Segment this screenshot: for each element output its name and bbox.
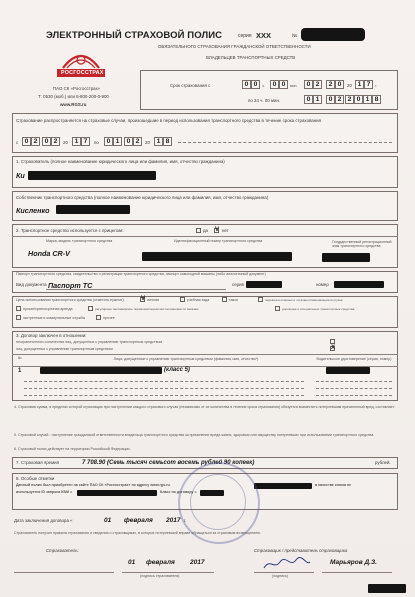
premium-value: 7 708.90 (Семь тысяч семьсот восемь рублей 90 копеек) <box>82 460 255 466</box>
period-from-3: 0 <box>42 137 51 146</box>
purpose-other-checkbox[interactable] <box>96 315 101 320</box>
policyholder-label: 1. Страхователь (полное наименование юридического лица или фамилия, имя, отчество гражданина) <box>16 159 225 164</box>
trailer-label: 2. Транспортное средство используется с прицепом: <box>16 228 124 233</box>
term-from-hour-1: 0 <box>242 80 251 89</box>
purpose-dangerous-checkbox[interactable] <box>258 297 263 302</box>
plate-redaction <box>322 253 370 262</box>
rosgosstrakh-logo <box>55 48 107 82</box>
period-to-year-prefix: 20 <box>145 140 150 145</box>
term-to-year-1: 2 <box>345 95 354 104</box>
purpose-option-personal: личная <box>147 298 159 302</box>
insurer-site: www.RGS.ru <box>60 102 87 107</box>
doc-type-label: Вид документа <box>16 282 47 287</box>
series-label: серия <box>238 33 252 39</box>
drivers-label: 3. Договор заключен в отношении: <box>16 333 87 338</box>
term-from-day-2: 2 <box>313 80 322 89</box>
period-to-label: по <box>94 140 99 145</box>
term-box <box>140 70 398 110</box>
term-from-year-2: 7 <box>364 80 373 89</box>
vehicle-document-label: Паспорт транспортного средства, свидетельство о регистрации транспортного средства, паспорт самоходной машины (либо аналогичный документ) <box>16 272 266 276</box>
term-from-min-1: 0 <box>270 80 279 89</box>
term-label: Срок страхования с <box>170 83 211 88</box>
special-marks-line-2-tail: Класс по договору = <box>160 490 197 494</box>
vin-redaction <box>142 252 292 261</box>
hour-label: ч. <box>262 84 265 88</box>
contract-date-day: 01 <box>104 517 112 524</box>
vin-label: Идентификационный номер транспортного средства <box>174 239 263 243</box>
special-marks-redaction-1 <box>254 483 312 489</box>
insurer-phone: Т: 0530 (моб.) или 8-800-200-0-900 <box>38 94 109 99</box>
purpose-training-checkbox[interactable] <box>180 297 185 302</box>
logo-emblem-icon <box>55 48 107 82</box>
drivers-unlimited-option: неограниченного количества лиц, допущенных к управлению транспортным средством <box>16 340 162 344</box>
purpose-personal-mark: V <box>141 296 146 302</box>
special-marks-line-1: Данный полис был приобретен на сайте ПАО СК «Росгосстрах» по адресу www.rgs.ru. <box>16 483 171 487</box>
contract-date-label: Дата заключения договора « <box>14 518 73 523</box>
drivers-row2 <box>24 381 304 382</box>
drivers-col-license: Водительское удостоверение (серия, номер) <box>316 357 392 361</box>
insured-sum-text: 4. Страховая сумма, в пределах которой страховщик при наступлении каждого страхового случая (независимо от их количества в течение срока страхования) обязуется возместить потерпевшим причиненный вред, составляет: <box>14 405 396 409</box>
purpose-label: Цель использования транспортного средства (отметить нужное): <box>16 298 125 302</box>
policy-title: ЭЛЕКТРОННЫЙ СТРАХОВОЙ ПОЛИС <box>46 30 223 41</box>
sign-date-day: 01 <box>128 559 136 566</box>
policyholder-redaction <box>28 171 156 180</box>
sign-caption-insured: (подпись страхователя) <box>140 574 180 578</box>
purpose-option-passenger: регулярные пассажирские перевозки/перевозки пассажиров по заказам <box>95 307 199 311</box>
period-to-3: 0 <box>124 137 133 146</box>
term-to-day-1: 0 <box>304 95 313 104</box>
owner-value: Кисленко <box>16 206 50 215</box>
insurer-name-line <box>322 572 392 573</box>
vehicle-divider <box>12 236 398 237</box>
signature-scribble-icon <box>262 556 312 572</box>
period-from-1: 0 <box>22 137 31 146</box>
trailer-no-mark: V <box>215 227 220 233</box>
series-value: XXX <box>256 31 272 40</box>
policy-number-redaction <box>301 28 365 41</box>
term-from-year-prefix: 20 <box>347 83 352 88</box>
period-to-1: 0 <box>104 137 113 146</box>
drivers-listed-mark: X <box>331 345 336 351</box>
date-sign-line <box>122 572 214 573</box>
logo-text: РОСГОССТРАХ <box>61 69 104 76</box>
subtitle-line-2: ВЛАДЕЛЬЦЕВ ТРАНСПОРТНЫХ СРЕДСТВ <box>206 55 296 60</box>
period-to-6: 8 <box>163 137 172 146</box>
company-stamp-inner <box>190 474 246 530</box>
purpose-rental-checkbox[interactable] <box>16 306 21 311</box>
purpose-taxi-checkbox[interactable] <box>222 297 227 302</box>
min-label: мин. <box>290 84 298 88</box>
period-from-6: 7 <box>81 137 90 146</box>
owner-redaction <box>56 205 130 214</box>
term-to-label: по 24 ч. 00 мин. <box>248 98 281 103</box>
period-from-5: 1 <box>72 137 81 146</box>
period-from-2: 2 <box>31 137 40 146</box>
premium-label: 7. Страховая премия <box>16 460 59 465</box>
subtitle-line-1: ОБЯЗАТЕЛЬНОГО СТРАХОВАНИЯ ГРАЖДАНСКОЙ ОТВЕТСТВЕННОСТИ <box>158 44 311 49</box>
period-from-year-prefix: 20 <box>63 140 68 145</box>
bottom-right-redaction <box>368 584 406 593</box>
signer-name: Марьяров Д.З. <box>330 559 377 566</box>
insurer-sign-line <box>254 572 314 573</box>
drivers-row4-lic <box>316 395 392 396</box>
term-to-year-2: 0 <box>354 95 363 104</box>
drivers-row3 <box>24 388 304 389</box>
doc-series-label: серия <box>232 282 244 287</box>
special-marks-line-2: используется ID запроса КБМ = <box>16 490 73 494</box>
term-to-day-2: 1 <box>313 95 322 104</box>
term-to-month-2: 2 <box>335 95 344 104</box>
special-marks-line-1-tail: в качестве ключа не <box>315 483 352 487</box>
sign-date-year: 2017 <box>190 559 205 566</box>
territory-text: 6. Страховой полис действует на территории Российской Федерации. <box>14 447 131 451</box>
purpose-option-dangerous: перевозка опасных и легковоспламеняющихся грузов <box>265 298 343 302</box>
purpose-option-training: учебная езда <box>187 298 210 302</box>
drivers-row1-license-redaction <box>326 367 370 374</box>
doc-series-redaction <box>246 281 282 288</box>
sign-date-month: февраля <box>146 559 175 566</box>
period-of-use-text: Страхование распространяется на страховые случаи, произошедшие в период использования транспортного средства в течение срока страхования <box>16 118 322 123</box>
purpose-option-other: прочее <box>103 316 115 320</box>
term-from-month-2: 0 <box>335 80 344 89</box>
doc-number-redaction <box>334 281 384 288</box>
drivers-row1-class: (класс 5) <box>164 367 190 373</box>
term-to-year-3: 1 <box>363 95 372 104</box>
purpose-emergency-checkbox[interactable] <box>16 315 21 320</box>
term-from-hour-2: 0 <box>251 80 260 89</box>
period-to-4: 2 <box>133 137 142 146</box>
plate-label: Государственный регистрационный знак транспортного средства <box>332 240 392 249</box>
insured-event-text: 5. Страховой случай - наступление гражданской ответственности владельца транспортного средства за причинение вреда жизни, здоровью или имуществу потерпевших при использовании транспортного средства. <box>14 433 375 437</box>
contract-date-suffix: г. <box>184 518 187 523</box>
period-to-5: 1 <box>154 137 163 146</box>
trailer-yes-checkbox[interactable] <box>196 228 201 233</box>
sign-caption-insurer: (подпись) <box>272 574 288 578</box>
contract-date-year: 2017 <box>166 517 181 524</box>
rules-notice: Страхователь получил правила страхования и сведения о страховщиках, в которых потерпевший вправе обращаться за страховым возмещением. <box>14 531 261 535</box>
period-from-label: с <box>16 140 19 145</box>
purpose-road-checkbox[interactable] <box>275 306 280 311</box>
trailer-no-label: нет <box>222 228 229 233</box>
insured-signature-label: Страхователь: <box>46 548 79 553</box>
term-from-min-2: 0 <box>279 80 288 89</box>
term-to-year-4: 8 <box>372 95 381 104</box>
purpose-passenger-checkbox[interactable] <box>88 306 93 311</box>
owner-label: Собственник транспортного средства (полное наименование юридического лица или фамилия, имя, отчество гражданина) <box>16 195 269 200</box>
special-marks-redaction-2 <box>77 490 157 496</box>
special-marks-label: 8. Особые отметки <box>16 476 55 481</box>
drivers-row1-num: 1 <box>18 368 22 374</box>
drivers-row4 <box>24 395 304 396</box>
purpose-option-taxi: такси <box>229 298 239 302</box>
insurer-name: ПАО СК «Росгосстрах» <box>53 86 101 91</box>
make-label: Марка, модель транспортного средства <box>46 239 113 243</box>
doc-type-underline <box>46 289 226 290</box>
drivers-unlimited-checkbox[interactable] <box>330 339 335 344</box>
period-to-2: 1 <box>113 137 122 146</box>
contract-date-month: февраля <box>124 517 153 524</box>
purpose-option-road: дорожные и специальные транспортные средства <box>282 307 355 311</box>
purpose-option-emergency: экстренные и коммунальные службы <box>23 316 86 320</box>
drivers-row2-lic <box>316 381 392 382</box>
year-label: г. <box>375 84 377 88</box>
trailer-yes-label: да <box>203 228 209 233</box>
drivers-header-line <box>12 354 398 355</box>
drivers-col-num: № <box>18 356 22 360</box>
term-from-day-1: 0 <box>304 80 313 89</box>
make-value: Honda CR-V <box>28 249 70 258</box>
insured-sign-line <box>14 572 114 573</box>
period-extra-dashes <box>178 142 392 143</box>
drivers-row3-lic <box>316 388 392 389</box>
policyholder-value: Ки <box>16 171 25 180</box>
drivers-row1-name-redaction <box>40 367 162 374</box>
doc-number-label: номер <box>316 282 329 287</box>
term-from-year-1: 1 <box>355 80 364 89</box>
period-from-4: 2 <box>51 137 60 146</box>
premium-currency: рублей. <box>375 460 391 465</box>
doc-type-value: Паспорт ТС <box>48 281 93 290</box>
drivers-listed-option: лиц, допущенных к управлению транспортным средством <box>16 347 113 351</box>
term-from-month-1: 2 <box>326 80 335 89</box>
term-to-month-1: 0 <box>326 95 335 104</box>
drivers-col-name: Лица, допущенные к управлению транспортным средством (фамилия, имя, отчество*) <box>113 357 259 361</box>
number-label: № <box>292 33 298 39</box>
purpose-option-rental: прокат/краткосрочная аренда <box>23 307 73 311</box>
insurer-signature-label: Страховщик / представитель страховщика <box>254 548 348 553</box>
